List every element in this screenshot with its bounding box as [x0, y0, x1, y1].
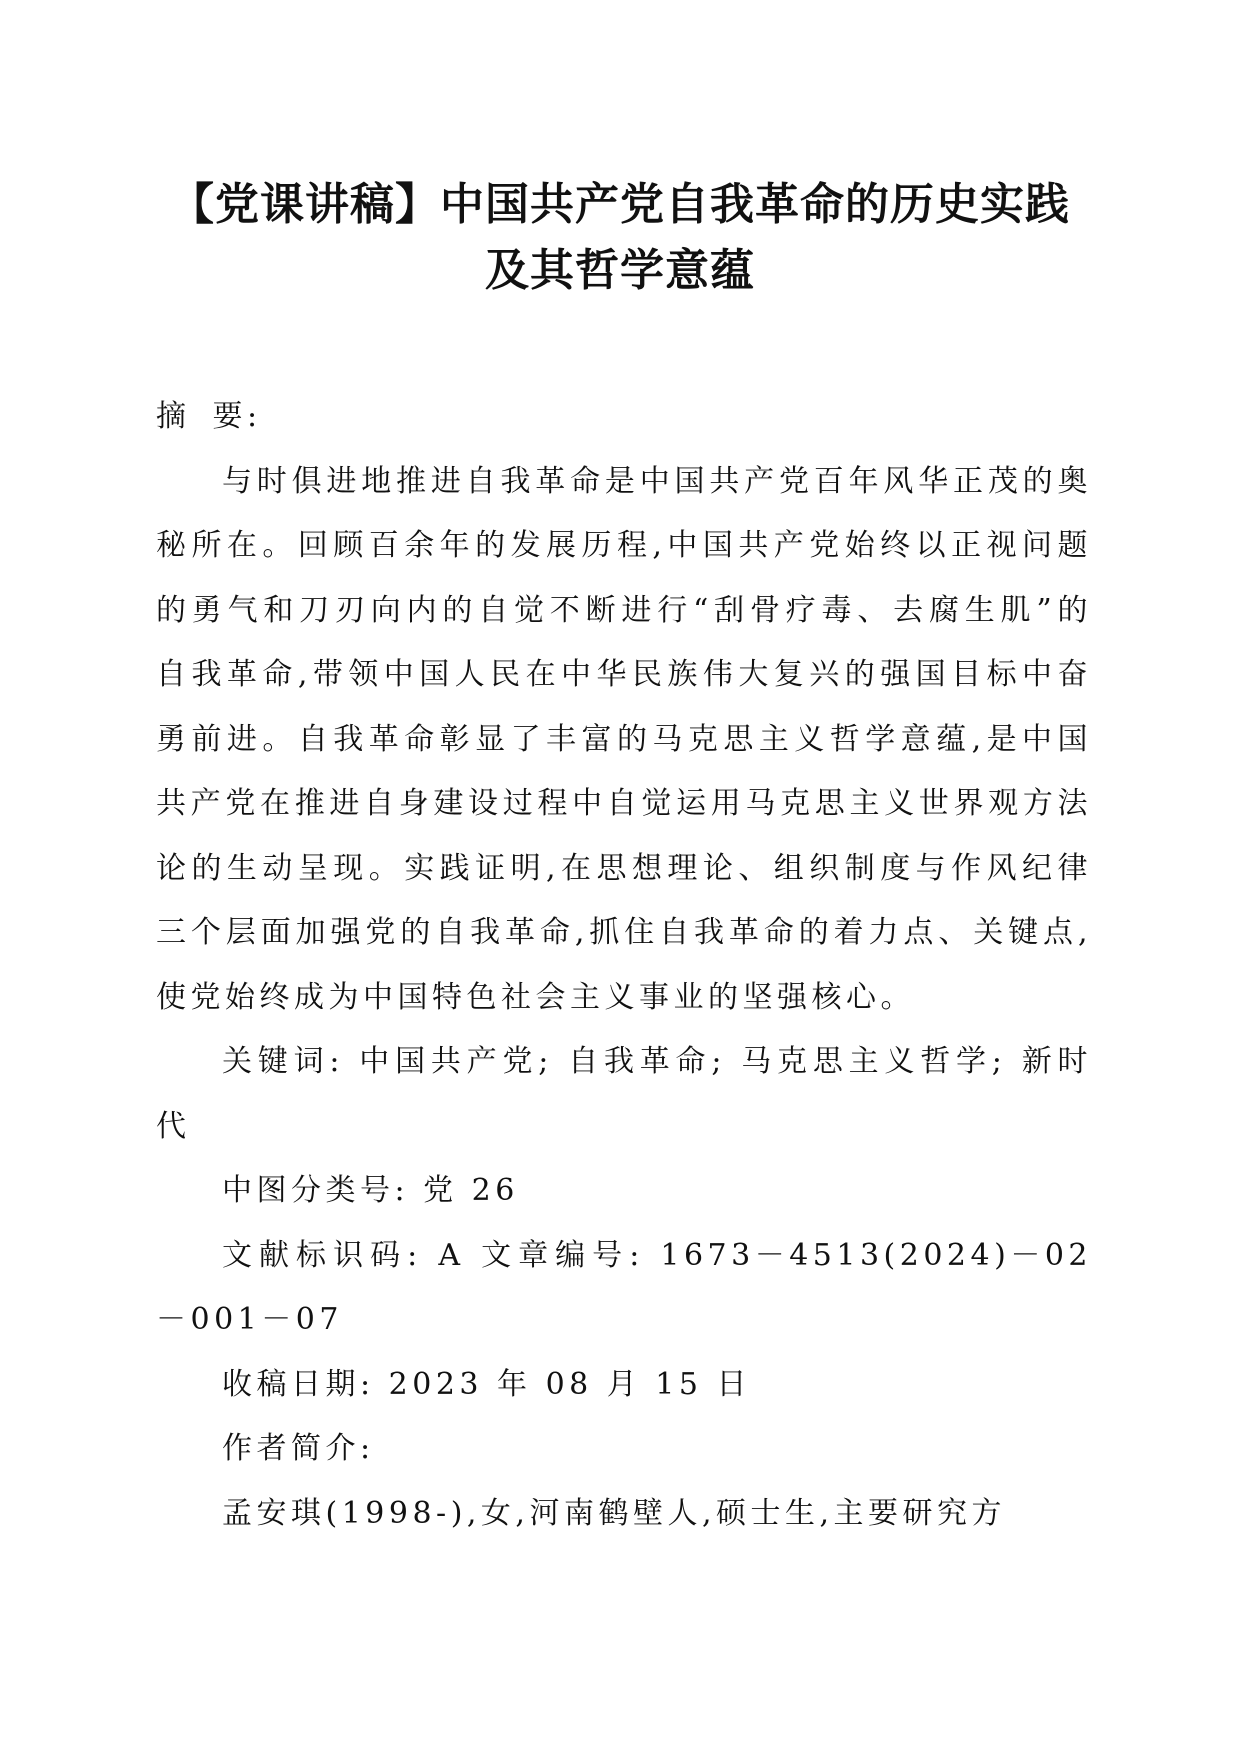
classification-number: 中图分类号: 党 26 [222, 1173, 519, 1208]
article-body [156, 385, 1092, 1546]
document-identifier: 文献标识码: A 文章编号: 1673－4513(2024)－02－001－07 [156, 1237, 1092, 1337]
author-intro-label: 作者简介: [222, 1431, 375, 1466]
abstract-text: 与时俱进地推进自我革命是中国共产党百年风华正茂的奥秘所在。回顾百余年的发展历程,中国共产党始终以正视问题的勇气和刀刃向内的自觉不断进行“刮骨疗毒、去腐生肌”的自我革命,带领中国人民在中华民族伟大复兴的强国目标中奋勇前进。自我革命彰显了丰富的马克思主义哲学意蕴,是中国共产党在推进自身建设过程中自觉运用马克思主义世界观方法论的生动呈现。实践证明,在思想理论、组织制度与作风纪律三个层面加强党的自我革命,抓住自我革命的着力点、关键点,使党始终成为中国特色社会主义事业的坚强核心。 [156, 463, 1092, 1015]
abstract-label [156, 385, 1092, 450]
abstract-label-char1: 摘 [156, 399, 191, 434]
abstract-label-char2: 要: [212, 399, 262, 434]
keywords: 关键词: 中国共产党; 自我革命; 马克思主义哲学; 新时代 [156, 1044, 1092, 1144]
article-title [150, 172, 1090, 304]
received-date: 收稿日期: 2023 年 08 月 15 日 [222, 1366, 752, 1402]
title-line-2: 及其哲学意蕴 [485, 245, 755, 296]
author-intro: 孟安琪(1998-),女,河南鹤壁人,硕士生,主要研究方 [222, 1495, 1007, 1531]
title-line-1: 【党课讲稿】中国共产党自我革命的历史实践 [170, 179, 1070, 230]
